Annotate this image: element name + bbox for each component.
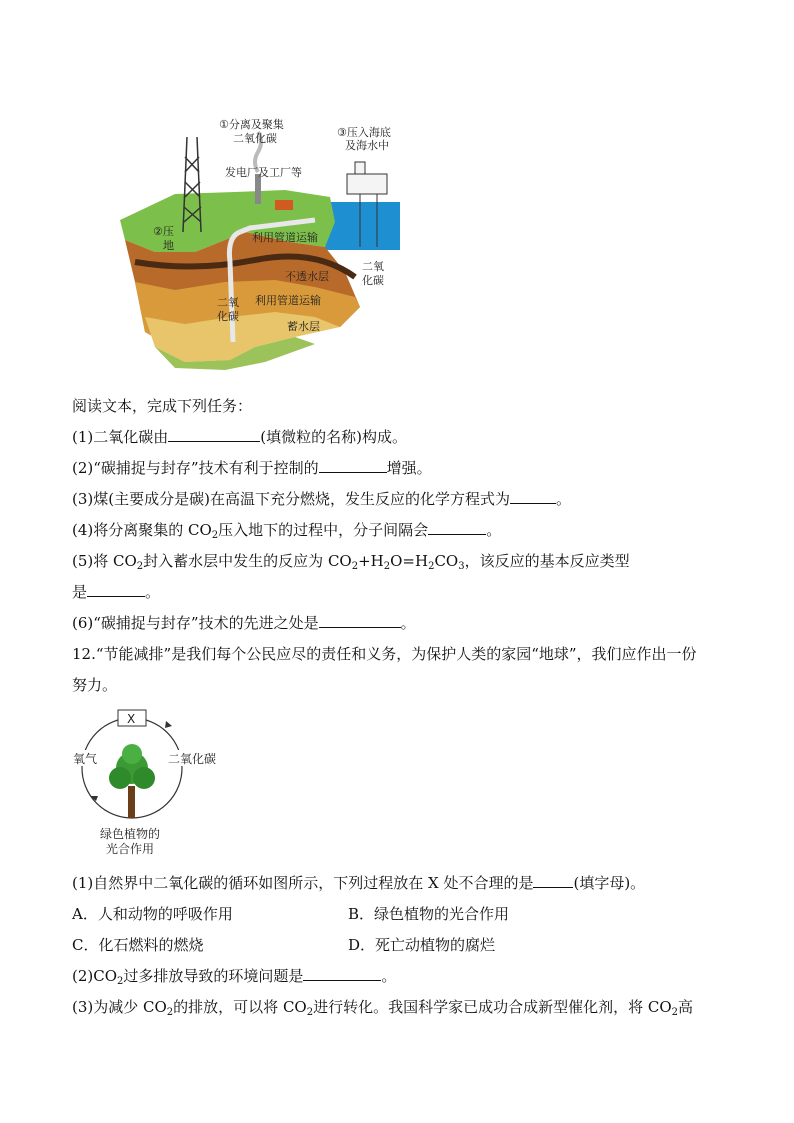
cycle-o2-label: 氧气: [73, 752, 98, 766]
cycle-co2-label: 二氧化碳: [168, 752, 217, 766]
label-pipeline-1: 利用管道运输: [252, 231, 318, 244]
q12-part2: $(2)CO_2$过多排放导致的环境问题是 。: [72, 967, 397, 987]
q11-part2: (2)“碳捕捉与封存”技术有利于控制的 增强。: [72, 459, 432, 477]
q12-stem-line2: 努力。: [72, 676, 118, 694]
label-inject-2: 地: [163, 239, 174, 252]
answer-blank-1[interactable]: [168, 427, 260, 442]
q11-part1: (1)二氧化碳由 (填微粒的名称)构成。: [72, 428, 407, 446]
answer-blank-3[interactable]: [510, 489, 556, 504]
option-d[interactable]: D．死亡动植物的腐烂: [348, 936, 496, 954]
q11-part3: (3)煤(主要成分是碳)在高温下充分燃烧，发生反应的化学方程式为 。: [72, 490, 571, 508]
q11-part6: (6)“碳捕捉与封存”技术的先进之处是 。: [72, 614, 416, 632]
q11-intro: 阅读文本，完成下列任务：: [72, 397, 253, 415]
label-pipeline-2: 利用管道运输: [255, 294, 321, 307]
option-b[interactable]: B．绿色植物的光合作用: [348, 905, 510, 923]
carbon-cycle-diagram: [68, 706, 238, 858]
answer-blank-2[interactable]: [319, 458, 387, 473]
label-inject-1: ②压: [153, 225, 174, 238]
label-separate-1: ①分离及聚集: [219, 118, 284, 131]
label-aquifer: 蓄水层: [287, 320, 320, 333]
cycle-plant-label-2: 光合作用: [106, 842, 155, 856]
tree-icon: [109, 744, 155, 818]
label-co2-right-b: 化碳: [362, 274, 384, 287]
q11-part4: (4)将分离聚集的 $CO_2$压入地下的过程中，分子间隔会 。: [72, 521, 502, 541]
label-co2-right-a: 二氧: [362, 260, 384, 273]
ocean-block: [325, 202, 400, 250]
cycle-plant-label-1: 绿色植物的: [100, 827, 161, 841]
q11-part5: (5)将 $CO_2$封入蓄水层中发生的反应为 $CO_2+H_2O=H_2CO_3$，该反应的基本反应类型: [72, 552, 630, 572]
q11-part5-cont: 是 。: [72, 583, 161, 601]
option-c[interactable]: C．化石燃料的燃烧: [72, 936, 204, 954]
cycle-x-label: X: [127, 712, 136, 726]
q12-part1: (1)自然界中二氧化碳的循环如图所示，下列过程放在 X 处不合理的是 (填字母)。: [72, 874, 646, 892]
label-separate-2: 二氧化碳: [233, 132, 277, 145]
answer-blank-7[interactable]: [533, 873, 573, 888]
option-a[interactable]: A．人和动物的呼吸作用: [72, 905, 233, 923]
arrow-right-icon: [165, 721, 172, 728]
label-co2-left-b: 化碳: [217, 310, 239, 323]
answer-blank-8[interactable]: [303, 966, 381, 981]
carbon-capture-diagram: [115, 112, 415, 372]
q12-part3: (3)为减少 $CO_2$的排放，可以将 $CO_2$进行转化。我国科学家已成功合成新型催化剂，将 $CO_2$高: [72, 998, 694, 1018]
q12-stem-line1: 12.“节能减排”是我们每个公民应尽的责任和义务，为保护人类的家园“地球”，我们应作出一份: [72, 645, 697, 663]
label-plant: 发电厂及工厂等: [225, 166, 302, 179]
label-impermeable: 不透水层: [285, 270, 329, 283]
label-co2-left-a: 二氧: [217, 296, 239, 309]
answer-blank-5[interactable]: [87, 582, 145, 597]
label-press-2: 及海水中: [345, 139, 389, 152]
answer-blank-4[interactable]: [428, 520, 486, 535]
answer-blank-6[interactable]: [319, 613, 401, 628]
label-press-1: ③压入海底: [337, 126, 391, 139]
